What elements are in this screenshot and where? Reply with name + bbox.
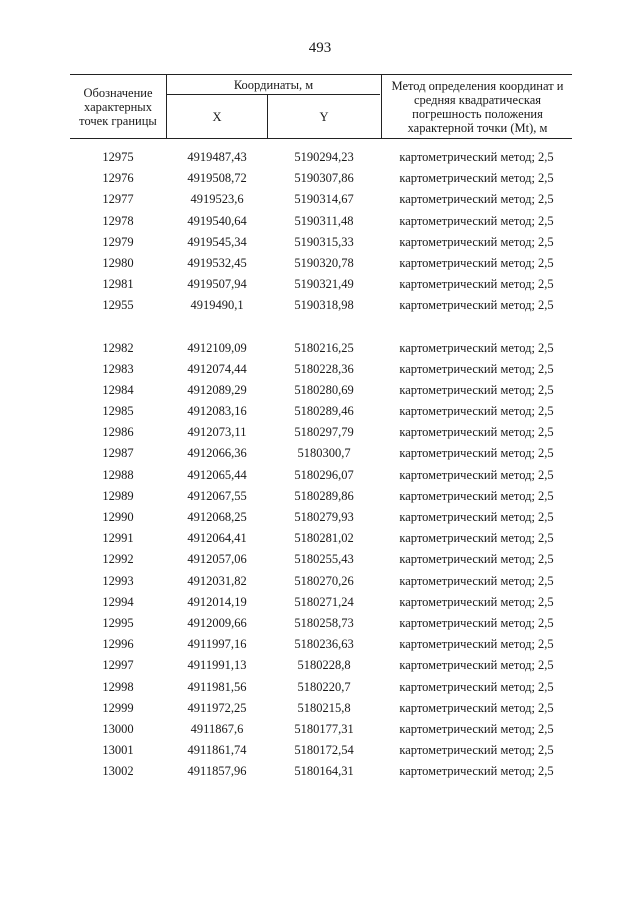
y-coordinate-cell: 5190315,33 — [294, 234, 354, 249]
x-coordinate-cell: 4912067,55 — [187, 488, 247, 503]
x-coordinate-cell: 4912014,19 — [187, 594, 247, 609]
header-coordinates: Координаты, м — [167, 75, 380, 95]
point-designation-cell: 12977 — [102, 192, 134, 207]
y-coordinate-cell: 5190294,23 — [294, 150, 354, 164]
table-row — [70, 338, 572, 359]
method-cell: картометрический метод; 2,5 — [399, 150, 554, 164]
method-cell: картометрический метод; 2,5 — [399, 192, 554, 207]
y-coordinate-cell: 5190307,86 — [294, 171, 354, 186]
x-coordinate-cell: 4912089,29 — [187, 382, 247, 397]
method-cell: картометрический метод; 2,5 — [399, 721, 554, 736]
method-cell: картометрический метод; 2,5 — [399, 594, 554, 609]
table-row — [70, 380, 572, 401]
method-cell: картометрический метод; 2,5 — [399, 213, 554, 228]
point-designation-cell: 13001 — [102, 743, 134, 758]
point-designation-cell: 12987 — [102, 446, 134, 461]
method-cell: картометрический метод; 2,5 — [399, 425, 554, 440]
table-row — [70, 592, 572, 613]
method-cell: картометрический метод; 2,5 — [399, 277, 554, 292]
method-cell: картометрический метод; 2,5 — [399, 658, 554, 673]
point-designation-cell: 12975 — [102, 150, 134, 164]
method-cell: картометрический метод; 2,5 — [399, 467, 554, 482]
page-number: 493 — [308, 40, 332, 56]
method-cell: картометрический метод; 2,5 — [399, 171, 554, 186]
x-coordinate-cell: 4919545,34 — [187, 234, 247, 249]
table-row — [70, 232, 572, 253]
x-coordinate-cell: 4912065,44 — [187, 467, 247, 482]
point-designation-cell: 12985 — [102, 404, 134, 419]
x-coordinate-cell: 4919523,6 — [190, 192, 244, 207]
x-coordinate-cell: 4912083,16 — [187, 404, 247, 419]
x-coordinate-cell: 4912031,82 — [187, 573, 247, 588]
table-row — [70, 168, 572, 189]
header-y: Y — [319, 109, 329, 124]
x-coordinate-cell: 4912009,66 — [187, 615, 247, 630]
y-coordinate-cell: 5180255,43 — [294, 552, 354, 567]
method-cell: картометрический метод; 2,5 — [399, 615, 554, 630]
y-coordinate-cell: 5180228,8 — [297, 658, 351, 673]
method-cell: картометрический метод; 2,5 — [399, 743, 554, 758]
point-designation-cell: 12999 — [102, 700, 134, 715]
point-designation-cell: 12983 — [102, 361, 134, 376]
point-designation-cell: 12996 — [102, 637, 134, 652]
point-designation-cell: 12981 — [102, 277, 134, 292]
y-coordinate-cell: 5180281,02 — [294, 531, 354, 546]
method-cell: картометрический метод; 2,5 — [399, 679, 554, 694]
y-coordinate-cell: 5180164,31 — [294, 764, 354, 779]
point-designation-cell: 12976 — [102, 171, 134, 186]
point-designation-cell: 13002 — [102, 764, 134, 779]
x-coordinate-cell: 4919540,64 — [187, 213, 247, 228]
table-row — [70, 274, 572, 295]
method-cell: картометрический метод; 2,5 — [399, 298, 554, 313]
table-row — [70, 189, 572, 210]
table-row — [70, 401, 572, 422]
method-cell: картометрический метод; 2,5 — [399, 764, 554, 779]
table-row — [70, 507, 572, 528]
table-row — [70, 719, 572, 740]
table-row — [70, 571, 572, 592]
y-coordinate-cell: 5180236,63 — [294, 637, 354, 652]
method-cell: картометрический метод; 2,5 — [399, 510, 554, 524]
point-designation-cell: 12992 — [102, 552, 134, 567]
x-coordinate-cell: 4919508,72 — [187, 171, 247, 186]
y-coordinate-cell: 5180177,31 — [294, 721, 354, 736]
x-coordinate-cell: 4912109,09 — [187, 340, 247, 355]
y-coordinate-cell: 5190311,48 — [294, 213, 354, 228]
y-coordinate-cell: 5180289,46 — [294, 404, 354, 419]
y-coordinate-cell: 5180296,07 — [294, 467, 354, 482]
y-coordinate-cell: 5180297,79 — [294, 425, 354, 440]
table-row — [70, 486, 572, 507]
x-coordinate-cell: 4919507,94 — [187, 277, 247, 292]
y-coordinate-cell: 5180280,69 — [294, 382, 354, 397]
table-row — [70, 211, 572, 232]
point-designation-cell: 12993 — [102, 573, 134, 588]
y-coordinate-cell: 5190314,67 — [294, 192, 354, 207]
method-cell: картометрический метод; 2,5 — [399, 234, 554, 249]
table-row — [70, 253, 572, 274]
point-designation-cell: 12998 — [102, 679, 134, 694]
y-coordinate-cell: 5180215,8 — [297, 700, 351, 715]
x-coordinate-cell: 4912066,36 — [187, 446, 247, 461]
point-designation-cell: 12994 — [102, 594, 134, 609]
method-cell: картометрический метод; 2,5 — [399, 340, 554, 355]
method-cell: картометрический метод; 2,5 — [399, 531, 554, 546]
x-coordinate-cell: 4911981,56 — [187, 679, 247, 694]
y-coordinate-cell: 5180271,24 — [294, 594, 354, 609]
point-designation-cell: 12984 — [102, 382, 134, 397]
y-coordinate-cell: 5180216,25 — [294, 340, 354, 355]
y-coordinate-cell: 5180220,7 — [297, 679, 351, 694]
table-row — [70, 634, 572, 655]
method-cell: картометрический метод; 2,5 — [399, 404, 554, 419]
method-cell: картометрический метод; 2,5 — [399, 700, 554, 715]
table-header — [70, 74, 572, 139]
y-coordinate-cell: 5180289,86 — [294, 488, 354, 503]
table-row — [70, 549, 572, 570]
y-coordinate-cell: 5190320,78 — [294, 255, 354, 270]
y-coordinate-cell: 5180279,93 — [294, 510, 354, 524]
x-coordinate-cell: 4911991,13 — [187, 658, 247, 673]
x-coordinate-cell: 4912068,25 — [187, 510, 247, 524]
point-designation-cell: 12991 — [102, 531, 134, 546]
table-row — [70, 655, 572, 676]
point-designation-cell: 12997 — [102, 658, 134, 673]
table-row — [70, 295, 572, 316]
table-row — [70, 677, 572, 698]
method-cell: картометрический метод; 2,5 — [399, 255, 554, 270]
point-designation-cell: 12990 — [102, 510, 134, 524]
point-designation-cell: 12979 — [102, 234, 134, 249]
y-coordinate-cell: 5190318,98 — [294, 298, 354, 313]
y-coordinate-cell: 5180300,7 — [297, 446, 351, 461]
x-coordinate-cell: 4911972,25 — [187, 700, 247, 715]
x-coordinate-cell: 4919487,43 — [187, 150, 247, 164]
header-x: X — [167, 95, 268, 138]
method-cell: картометрический метод; 2,5 — [399, 637, 554, 652]
x-coordinate-cell: 4911867,6 — [190, 721, 244, 736]
point-designation-cell: 12980 — [102, 255, 134, 270]
point-designation-cell: 12955 — [102, 298, 134, 313]
table-row — [70, 443, 572, 464]
method-cell: картометрический метод; 2,5 — [399, 446, 554, 461]
table-body — [70, 147, 572, 782]
y-coordinate-cell: 5180270,26 — [294, 573, 354, 588]
table-row — [70, 359, 572, 380]
x-coordinate-cell: 4919532,45 — [187, 255, 247, 270]
x-coordinate-cell: 4911857,96 — [187, 764, 247, 779]
header-point-designation: Обозначение характерных точек границы — [70, 75, 167, 138]
point-designation-cell: 12995 — [102, 615, 134, 630]
y-coordinate-cell: 5180228,36 — [294, 361, 354, 376]
y-coordinate-cell: 5180258,73 — [294, 615, 354, 630]
method-cell: картометрический метод; 2,5 — [399, 361, 554, 376]
point-designation-cell: 12982 — [102, 340, 134, 355]
point-designation-cell: 12986 — [102, 425, 134, 440]
point-designation-cell: 12989 — [102, 488, 134, 503]
method-cell: картометрический метод; 2,5 — [399, 573, 554, 588]
x-coordinate-cell: 4911997,16 — [187, 637, 247, 652]
y-coordinate-cell: 5180172,54 — [294, 743, 354, 758]
x-coordinate-cell: 4911861,74 — [187, 743, 247, 758]
method-cell: картометрический метод; 2,5 — [399, 488, 554, 503]
table-row — [70, 528, 572, 549]
y-coordinate-cell: 5190321,49 — [294, 277, 354, 292]
header-method: Метод определения координат и средняя квадратическая погрешность положения характерной точки (Mt), м — [381, 75, 573, 138]
table-row — [70, 613, 572, 634]
point-designation-cell: 12978 — [102, 213, 134, 228]
x-coordinate-cell: 4912064,41 — [187, 531, 247, 546]
table-row — [70, 147, 572, 168]
table-row — [70, 698, 572, 719]
method-cell: картометрический метод; 2,5 — [399, 382, 554, 397]
x-coordinate-cell: 4912057,06 — [187, 552, 247, 567]
table-row — [70, 761, 572, 782]
point-designation-cell: 12988 — [102, 467, 134, 482]
x-coordinate-cell: 4919490,1 — [190, 298, 244, 313]
x-coordinate-cell: 4912073,11 — [187, 425, 247, 440]
table-row — [70, 740, 572, 761]
point-designation-cell: 13000 — [102, 721, 134, 736]
x-coordinate-cell: 4912074,44 — [187, 361, 247, 376]
table-row — [70, 422, 572, 443]
method-cell: картометрический метод; 2,5 — [399, 552, 554, 567]
table-row — [70, 465, 572, 486]
